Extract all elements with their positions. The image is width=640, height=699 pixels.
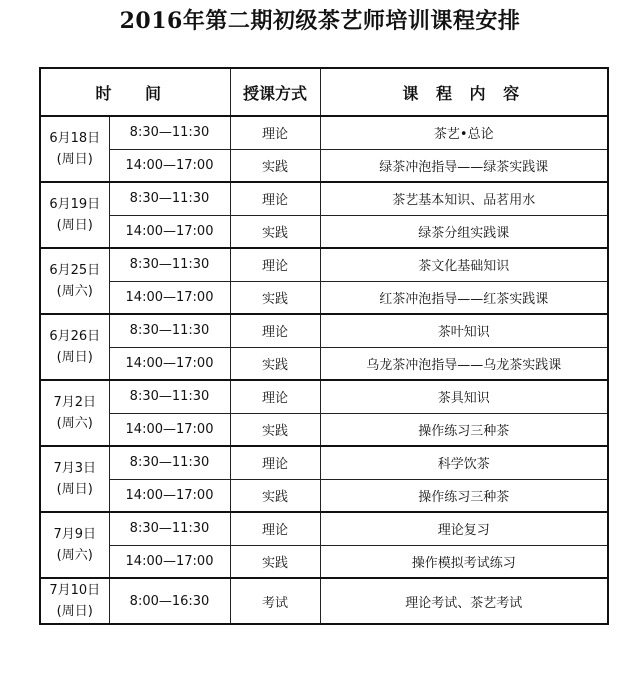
table-row: [40, 149, 608, 182]
date-label: 6月26日: [49, 329, 101, 344]
table-row: [40, 479, 608, 512]
session-time-cell: 14:00—17:00: [109, 149, 230, 182]
table-row: [40, 116, 608, 149]
header-content: 课 程 内 容: [320, 68, 608, 116]
date-label: 7月3日: [53, 461, 97, 476]
table-row: [40, 215, 608, 248]
table-row: [40, 380, 608, 413]
table-row: [40, 512, 608, 545]
session-time-cell: 8:30—11:30: [109, 116, 230, 149]
session-time-cell: 14:00—17:00: [109, 545, 230, 578]
date-label: 6月18日: [49, 131, 101, 146]
session-content-cell: 绿茶冲泡指导——绿茶实践课: [320, 149, 608, 182]
session-content-cell: 茶文化基础知识: [320, 248, 608, 281]
date-cell: [40, 446, 109, 512]
session-content-cell: 茶叶知识: [320, 314, 608, 347]
session-content-cell: 乌龙茶冲泡指导——乌龙茶实践课: [320, 347, 608, 380]
weekday-label: (周六): [56, 284, 93, 299]
date-cell: [40, 116, 109, 182]
table-header-row: [40, 68, 608, 116]
weekday-label: (周日): [56, 482, 93, 497]
session-time-cell: 8:30—11:30: [109, 248, 230, 281]
table-row: [40, 248, 608, 281]
session-method-cell: 考试: [230, 578, 320, 624]
weekday-label: (周六): [56, 416, 93, 431]
date-cell: [40, 182, 109, 248]
schedule-body: [40, 116, 608, 624]
session-method-cell: 理论: [230, 116, 320, 149]
weekday-label: (周日): [56, 218, 93, 233]
table-row: [40, 446, 608, 479]
session-content-cell: 科学饮茶: [320, 446, 608, 479]
session-time-cell: 8:30—11:30: [109, 182, 230, 215]
session-content-cell: 操作练习三种茶: [320, 479, 608, 512]
date-label: 7月9日: [53, 527, 97, 542]
session-content-cell: 理论复习: [320, 512, 608, 545]
session-method-cell: 实践: [230, 545, 320, 578]
table-row: [40, 347, 608, 380]
session-method-cell: 实践: [230, 413, 320, 446]
date-label: 6月19日: [49, 197, 101, 212]
session-content-cell: 操作模拟考试练习: [320, 545, 608, 578]
session-time-cell: 14:00—17:00: [109, 479, 230, 512]
session-content-cell: 绿茶分组实践课: [320, 215, 608, 248]
session-content-cell: 茶具知识: [320, 380, 608, 413]
weekday-label: (周六): [56, 548, 93, 563]
header-time: 时 间: [40, 68, 230, 116]
session-method-cell: 实践: [230, 347, 320, 380]
session-method-cell: 实践: [230, 215, 320, 248]
session-time-cell: 14:00—17:00: [109, 413, 230, 446]
date-label: 7月10日: [49, 583, 101, 598]
session-method-cell: 实践: [230, 149, 320, 182]
session-method-cell: 理论: [230, 248, 320, 281]
date-cell: [40, 578, 109, 624]
date-cell: [40, 314, 109, 380]
weekday-label: (周日): [56, 350, 93, 365]
session-method-cell: 实践: [230, 281, 320, 314]
session-method-cell: 理论: [230, 512, 320, 545]
session-time-cell: 14:00—17:00: [109, 215, 230, 248]
header-method: 授课方式: [230, 68, 320, 116]
table-row: [40, 314, 608, 347]
session-method-cell: 理论: [230, 314, 320, 347]
table-row: [40, 413, 608, 446]
date-cell: [40, 248, 109, 314]
session-time-cell: 8:30—11:30: [109, 446, 230, 479]
session-method-cell: 理论: [230, 182, 320, 215]
date-cell: [40, 380, 109, 446]
session-method-cell: 实践: [230, 479, 320, 512]
weekday-label: (周日): [56, 152, 93, 167]
session-method-cell: 理论: [230, 446, 320, 479]
session-time-cell: 8:00—16:30: [109, 578, 230, 624]
session-content-cell: 红茶冲泡指导——红茶实践课: [320, 281, 608, 314]
page-title: 2016年第二期初级茶艺师培训课程安排: [119, 8, 521, 34]
session-method-cell: 理论: [230, 380, 320, 413]
table-row: [40, 545, 608, 578]
session-time-cell: 8:30—11:30: [109, 512, 230, 545]
weekday-label: (周日): [56, 604, 93, 619]
session-content-cell: 操作练习三种茶: [320, 413, 608, 446]
table-row: [40, 182, 608, 215]
session-time-cell: 14:00—17:00: [109, 281, 230, 314]
course-schedule-table: [39, 67, 609, 625]
session-content-cell: 茶艺基本知识、品茗用水: [320, 182, 608, 215]
session-content-cell: 理论考试、茶艺考试: [320, 578, 608, 624]
session-time-cell: 14:00—17:00: [109, 347, 230, 380]
date-cell: [40, 512, 109, 578]
session-time-cell: 8:30—11:30: [109, 314, 230, 347]
session-content-cell: 茶艺•总论: [320, 116, 608, 149]
table-row: [40, 578, 608, 624]
date-label: 6月25日: [49, 263, 101, 278]
date-label: 7月2日: [53, 395, 97, 410]
table-row: [40, 281, 608, 314]
session-time-cell: 8:30—11:30: [109, 380, 230, 413]
